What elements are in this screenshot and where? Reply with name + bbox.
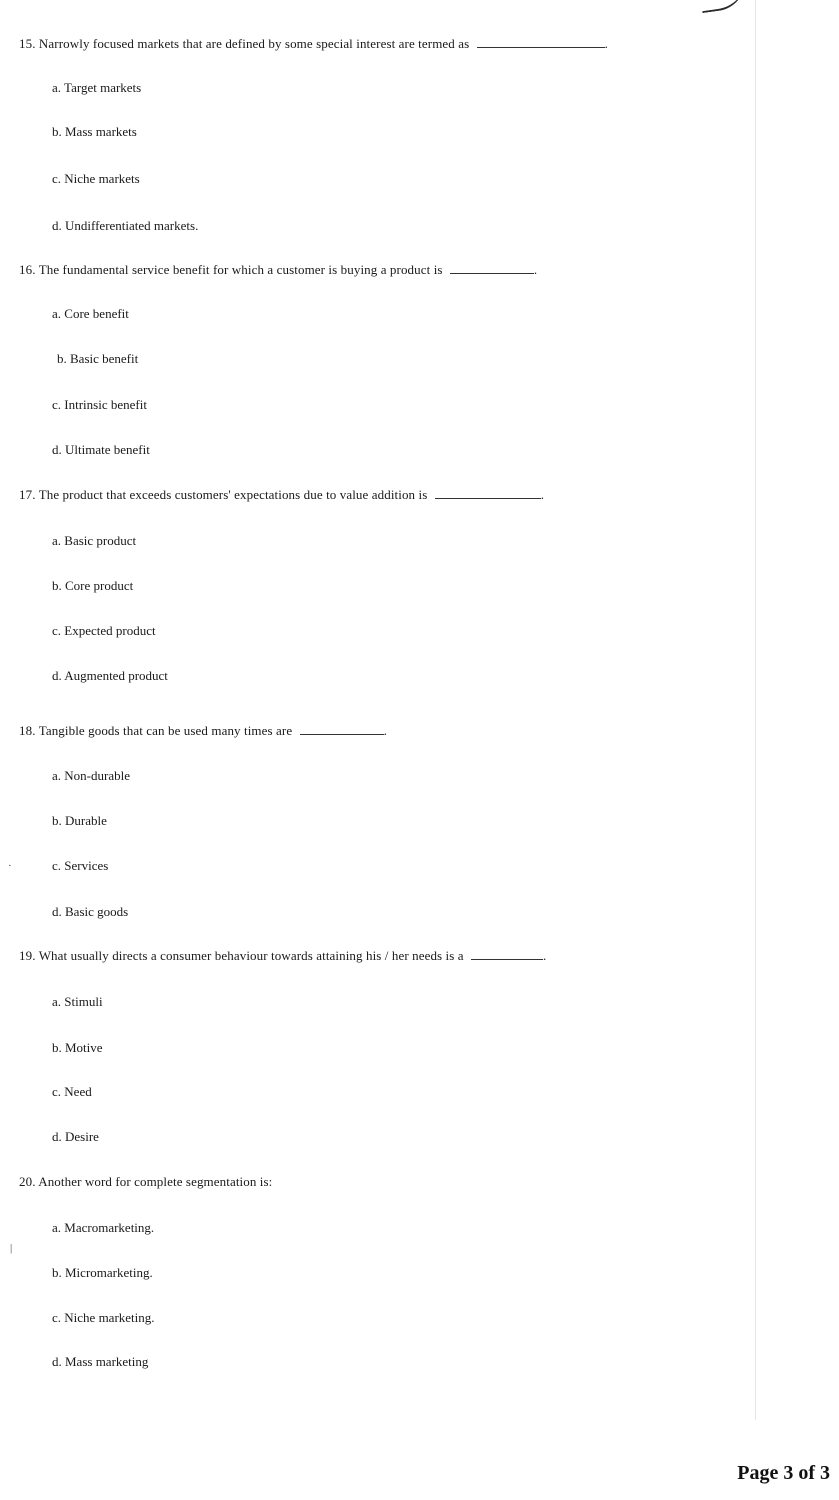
option-19d (52, 1129, 99, 1145)
question-number: 19. (19, 948, 36, 963)
option-letter: c. (52, 858, 62, 873)
option-letter: b. (52, 813, 62, 828)
option-letter: b. (52, 1040, 62, 1055)
option-text: Mass marketing (65, 1354, 149, 1369)
option-text: Motive (65, 1040, 103, 1055)
option-letter: a. (52, 768, 62, 783)
question-trailing: . (383, 723, 387, 738)
question-number: 20. (19, 1174, 36, 1189)
option-text: Basic product (64, 533, 137, 548)
option-19c (52, 1084, 92, 1100)
scan-speck: · (8, 860, 12, 872)
answer-blank (300, 724, 384, 735)
option-16b (57, 351, 138, 367)
question-16 (19, 262, 537, 278)
option-letter: a. (52, 994, 62, 1009)
answer-blank (450, 263, 534, 274)
option-text: Niche marketing. (64, 1310, 155, 1325)
option-17c (52, 623, 156, 639)
option-text: Stimuli (64, 994, 103, 1009)
option-letter: d. (52, 904, 62, 919)
scan-edge-line (755, 0, 756, 1420)
option-letter: d. (52, 1129, 62, 1144)
option-17b (52, 578, 133, 594)
option-19a (52, 994, 103, 1010)
option-18d (52, 904, 128, 920)
option-16c (52, 397, 147, 413)
pen-mark (698, 0, 750, 13)
question-trailing: . (543, 948, 547, 963)
option-letter: d. (52, 442, 62, 457)
option-letter: a. (52, 80, 62, 95)
option-15c (52, 171, 140, 187)
option-text: Basic benefit (70, 351, 139, 366)
scan-speck: | (10, 1242, 13, 1254)
answer-blank (477, 37, 605, 48)
option-text: Need (64, 1084, 92, 1099)
question-15 (19, 36, 608, 52)
option-20c (52, 1310, 155, 1326)
option-letter: c. (52, 171, 62, 186)
option-letter: d. (52, 668, 62, 683)
question-number: 15. (19, 36, 36, 51)
page-number: Page 3 of 3 (737, 1462, 830, 1484)
option-letter: a. (52, 1220, 62, 1235)
question-text: Tangible goods that can be used many times are (38, 723, 293, 738)
option-text: Core product (65, 578, 134, 593)
option-text: Intrinsic benefit (64, 397, 147, 412)
option-text: Target markets (64, 80, 142, 95)
question-text: The product that exceeds customers' expectations due to value addition is (38, 487, 428, 502)
option-letter: c. (52, 397, 62, 412)
question-19 (19, 948, 546, 964)
option-18a (52, 768, 130, 784)
option-letter: b. (52, 1265, 62, 1280)
option-text: Core benefit (64, 306, 129, 321)
option-15d (52, 218, 198, 234)
option-18c (52, 858, 108, 874)
option-text: Durable (65, 813, 107, 828)
option-text: Niche markets (64, 171, 140, 186)
question-17 (19, 487, 544, 503)
option-letter: d. (52, 1354, 62, 1369)
option-text: Expected product (64, 623, 156, 638)
option-20d (52, 1354, 148, 1370)
option-16a (52, 306, 129, 322)
question-number: 16. (19, 262, 36, 277)
answer-blank (435, 488, 541, 499)
option-text: Non-durable (64, 768, 130, 783)
question-trailing: . (604, 36, 608, 51)
question-text: Another word for complete segmentation is: (38, 1174, 273, 1189)
option-18b (52, 813, 107, 829)
option-text: Undifferentiated markets. (65, 218, 199, 233)
option-15a (52, 80, 141, 96)
option-text: Desire (65, 1129, 99, 1144)
option-letter: b. (52, 124, 62, 139)
option-19b (52, 1040, 103, 1056)
answer-blank (471, 949, 543, 960)
option-text: Services (64, 858, 109, 873)
option-letter: c. (52, 623, 62, 638)
option-text: Macromarketing. (64, 1220, 155, 1235)
option-text: Augmented product (64, 668, 168, 683)
option-letter: c. (52, 1084, 62, 1099)
option-17d (52, 668, 168, 684)
question-text: What usually directs a consumer behaviour towards attaining his / her needs is a (38, 948, 464, 963)
question-trailing: . (533, 262, 538, 277)
option-letter: a. (52, 306, 62, 321)
option-text: Basic goods (65, 904, 129, 919)
option-17a (52, 533, 136, 549)
question-text: Narrowly focused markets that are defined by some special interest are termed as (38, 36, 470, 51)
option-letter: a. (52, 533, 62, 548)
option-text: Mass markets (65, 124, 137, 139)
question-number: 18. (19, 723, 36, 738)
option-20a (52, 1220, 154, 1236)
option-20b (52, 1265, 153, 1281)
question-number: 17. (19, 487, 36, 502)
option-16d (52, 442, 150, 458)
option-15b (52, 124, 137, 140)
question-20 (19, 1174, 272, 1190)
option-text: Ultimate benefit (65, 442, 150, 457)
option-letter: d. (52, 218, 62, 233)
question-18 (19, 723, 387, 739)
question-text: The fundamental service benefit for which a customer is buying a product is (38, 262, 443, 277)
question-trailing: . (540, 487, 545, 502)
option-letter: b. (52, 578, 62, 593)
option-text: Micromarketing. (65, 1265, 153, 1280)
option-letter: b. (57, 351, 67, 366)
option-letter: c. (52, 1310, 62, 1325)
